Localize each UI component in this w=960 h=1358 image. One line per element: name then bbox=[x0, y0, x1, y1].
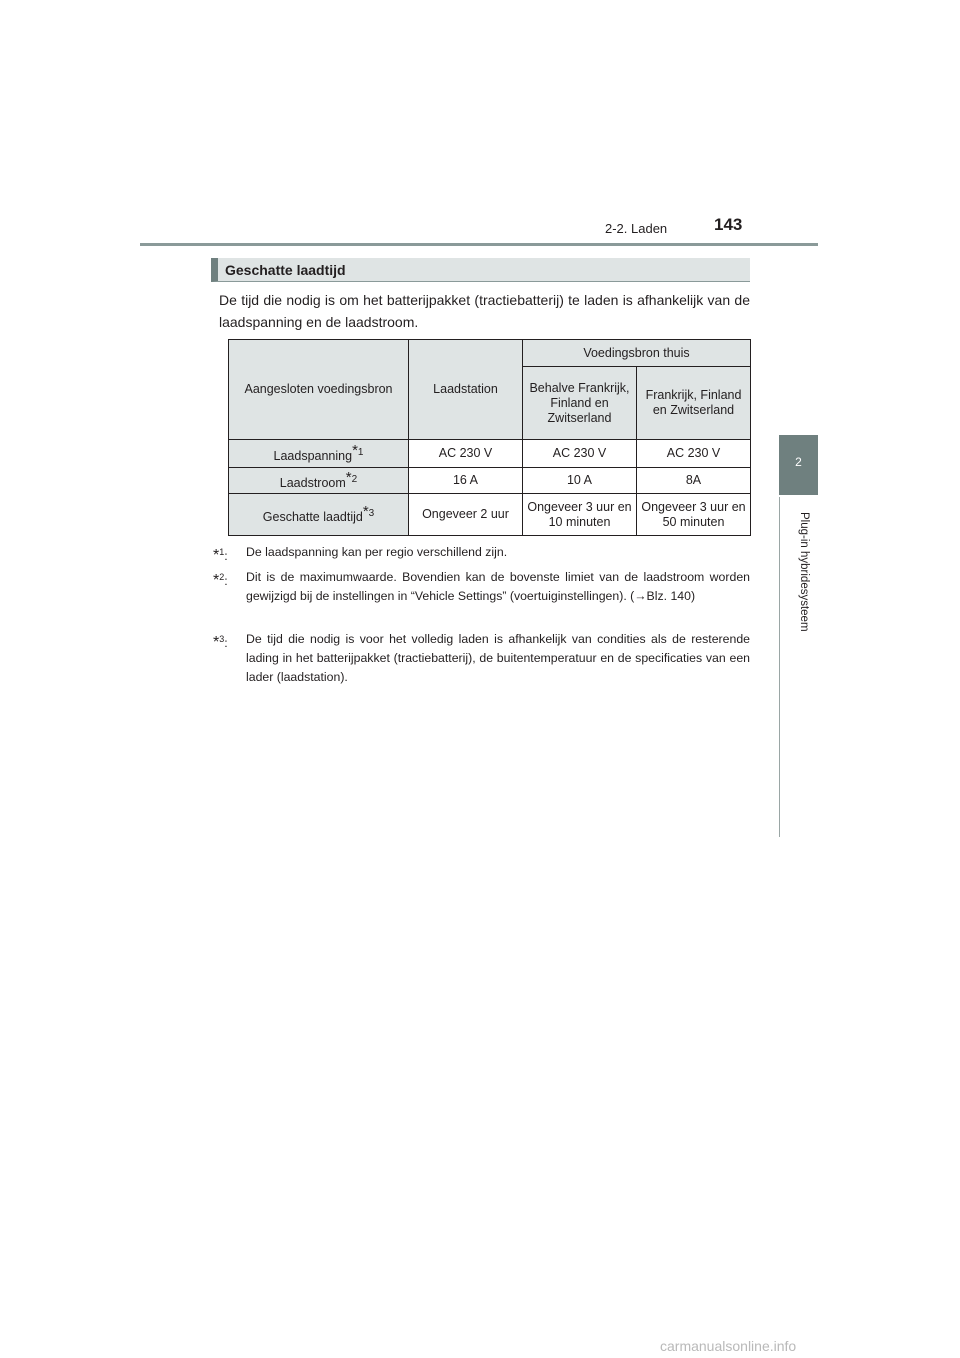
cell-except: Ongeveer 3 uur en 10 minuten bbox=[523, 494, 637, 536]
footnote-ref-number: 1 bbox=[357, 447, 364, 458]
footnote-text: De laadspanning kan per regio verschillend zijn. bbox=[246, 545, 508, 559]
footnote-ref: *2 bbox=[345, 469, 358, 486]
footnote-ref-number: 2 bbox=[351, 474, 358, 485]
page-number: 143 bbox=[714, 215, 743, 234]
row-label bbox=[229, 468, 409, 494]
footnote bbox=[213, 568, 750, 606]
footnote-mark: *$^2$: bbox=[213, 572, 228, 590]
footnote-ref-number: 3 bbox=[368, 508, 375, 519]
cell-except: 10 A bbox=[523, 468, 637, 494]
footnote-text: Dit is de maximumwaarde. Bovendien kan de bovenste limiet van de laadstroom worden gewijzigd bij de instellingen in “Vehicle Settings” (voertuiginstellingen). (→Blz. 140) bbox=[246, 570, 750, 603]
header-except-countries: Behalve Frankrijk, Finland en Zwitserland bbox=[523, 367, 637, 440]
charging-time-table bbox=[228, 339, 751, 536]
row-label-text: Geschatte laadtijd bbox=[262, 510, 363, 524]
footnote-mark-number: 3 bbox=[219, 634, 225, 644]
footnote-mark: *$^1$: bbox=[213, 547, 228, 565]
footnote-mark-number: 1 bbox=[219, 547, 225, 557]
table-row bbox=[229, 440, 751, 468]
cell-countries: 8A bbox=[637, 468, 751, 494]
header-connected-source: Aangesloten voedingsbron bbox=[229, 340, 409, 440]
intro-paragraph: De tijd die nodig is om het batterijpakket (tractiebatterij) te laden is afhankelijk van de laadspanning en de laadstroom. bbox=[219, 292, 750, 330]
header-rule bbox=[140, 243, 818, 246]
header-home-supply: Voedingsbron thuis bbox=[523, 340, 751, 367]
cell-countries: Ongeveer 3 uur en 50 minuten bbox=[637, 494, 751, 536]
row-label bbox=[229, 440, 409, 468]
row-label-text: Laadstroom bbox=[279, 476, 346, 490]
header-charging-station: Laadstation bbox=[409, 340, 523, 440]
cell-except: AC 230 V bbox=[523, 440, 637, 468]
section-heading: Geschatte laadtijd bbox=[225, 262, 346, 278]
table-row bbox=[229, 468, 751, 494]
cell-station: AC 230 V bbox=[409, 440, 523, 468]
footnote-mark-number: 2 bbox=[219, 572, 225, 582]
footnote-mark: *$^3$: bbox=[213, 634, 228, 652]
section-label: 2-2. Laden bbox=[605, 221, 668, 236]
header-countries: Frankrijk, Finland en Zwitserland bbox=[637, 367, 751, 440]
footnote-ref: *1 bbox=[352, 442, 364, 459]
footnote bbox=[213, 543, 750, 565]
footnote-text: De tijd die nodig is voor het volledig laden is afhankelijk van condities als de resterende lading in het batterijpakket (tractiebatterij), de buitentemperatuur en de specificaties van een lader (laadstation). bbox=[246, 632, 750, 684]
chapter-title: Plug-in hybridesysteem bbox=[798, 512, 810, 632]
chapter-number: 2 bbox=[795, 455, 802, 469]
table-row bbox=[229, 494, 751, 536]
footnote-ref: *3 bbox=[362, 503, 375, 520]
row-label bbox=[229, 494, 409, 536]
footnote bbox=[213, 630, 750, 687]
cell-station: 16 A bbox=[409, 468, 523, 494]
cell-countries: AC 230 V bbox=[637, 440, 751, 468]
watermark[interactable]: carmanualsonline.info bbox=[660, 1338, 797, 1354]
cell-station: Ongeveer 2 uur bbox=[409, 494, 523, 536]
row-label-text: Laadspanning bbox=[273, 449, 353, 463]
